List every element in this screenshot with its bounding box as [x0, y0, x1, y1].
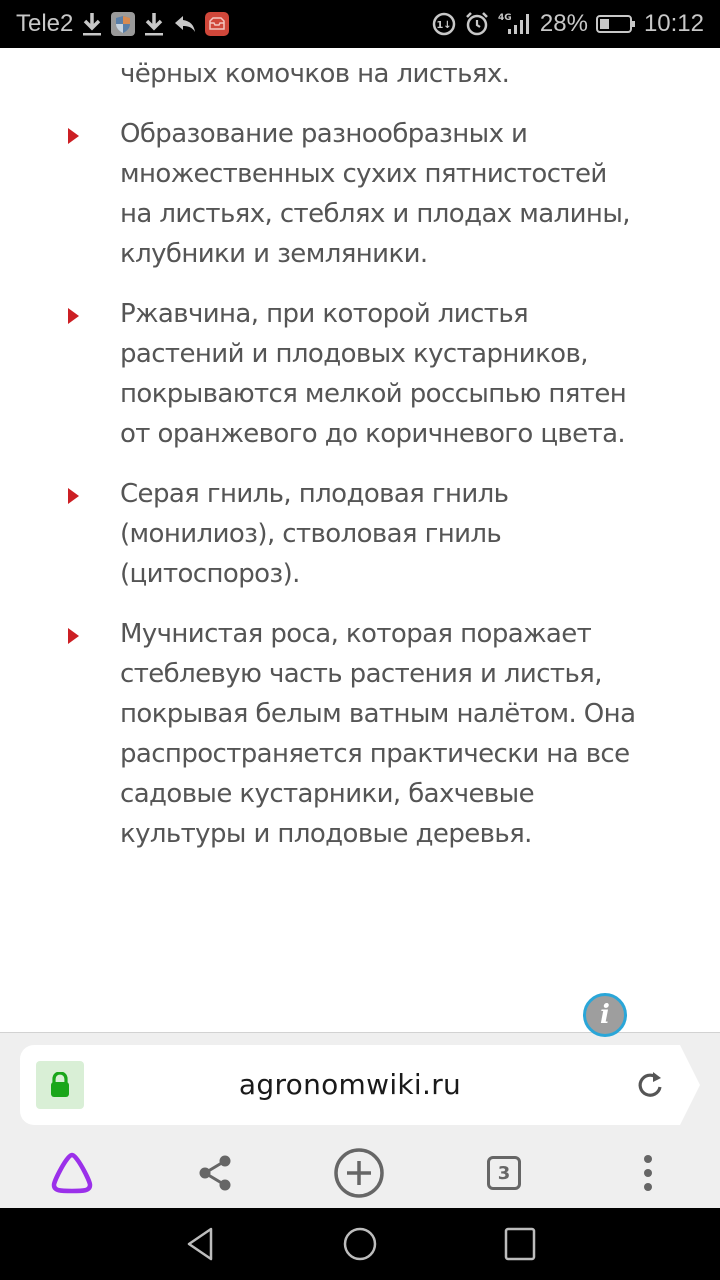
address-bar[interactable]	[20, 1045, 680, 1125]
bullet-triangle-icon	[68, 628, 79, 644]
svg-text:4G: 4G	[497, 13, 512, 23]
list-item	[120, 114, 640, 274]
reload-button[interactable]	[632, 1067, 668, 1103]
back-button[interactable]	[178, 1224, 222, 1264]
status-bar-left	[16, 10, 229, 38]
back-icon	[184, 1226, 216, 1262]
home-button[interactable]	[338, 1224, 382, 1264]
url-text[interactable]: agronomwiki.ru	[238, 1068, 462, 1101]
reply-icon	[173, 14, 197, 34]
lock-icon	[49, 1072, 71, 1098]
carrier-label: Tele2	[16, 10, 74, 37]
article-body	[0, 48, 720, 854]
alice-button[interactable]	[44, 1145, 100, 1201]
status-bar-right	[432, 10, 704, 38]
share-button[interactable]	[187, 1145, 243, 1201]
article-text-continuation	[120, 48, 640, 94]
list-item	[120, 614, 640, 854]
bullet-triangle-icon	[68, 128, 79, 144]
recents-icon	[504, 1227, 536, 1261]
home-icon	[342, 1226, 378, 1262]
system-navigation-bar	[0, 1208, 720, 1280]
alarm-icon	[464, 11, 490, 37]
web-content[interactable]	[0, 48, 720, 1032]
browser-toolbar	[0, 1133, 720, 1209]
battery-percent: 28%	[539, 10, 588, 37]
new-tab-icon	[332, 1146, 386, 1200]
status-bar	[0, 0, 720, 48]
browser-bottom-bar	[0, 1032, 720, 1208]
shield-app-icon	[111, 12, 135, 36]
menu-button[interactable]	[620, 1145, 676, 1201]
secure-connection-button[interactable]	[36, 1061, 84, 1109]
clock: 10:12	[643, 10, 704, 37]
svg-text:1↓: 1↓	[436, 20, 452, 31]
list-item-text: Серая гниль, плодовая гниль (монилиоз), стволовая гниль (цитоспороз).	[120, 479, 509, 589]
bullet-triangle-icon	[68, 308, 79, 324]
signal-4g-icon	[498, 11, 532, 37]
data-saver-icon	[432, 12, 456, 36]
alice-icon	[48, 1151, 96, 1195]
recents-button[interactable]	[498, 1224, 542, 1264]
info-icon[interactable]: i	[583, 993, 627, 1037]
download-icon	[81, 11, 103, 37]
bullet-triangle-icon	[68, 488, 79, 504]
list-item-text: Ржавчина, при которой листья растений и плодовых кустарников, покрываются мелкой россыпью пятен от оранжевого до коричневого цвета.	[120, 299, 627, 449]
share-icon	[195, 1153, 235, 1193]
list-item	[120, 474, 640, 594]
download-icon	[143, 11, 165, 37]
list-item	[120, 294, 640, 454]
mail-app-icon	[205, 12, 229, 36]
list-item-text: Образование разнообразных и множественных сухих пятнистостей на листьях, стеблях и плодах малины, клубники и земляники.	[120, 119, 630, 269]
tab-count-badge: 3	[487, 1156, 521, 1190]
tabs-button[interactable]	[476, 1145, 532, 1201]
new-tab-button[interactable]	[331, 1145, 387, 1201]
paragraph-tail: чёрных комочков на листьях.	[120, 59, 510, 89]
menu-icon	[642, 1153, 654, 1193]
reload-icon	[632, 1067, 668, 1103]
disease-list	[0, 114, 720, 854]
battery-icon	[596, 14, 636, 34]
list-item-text: Мучнистая роса, которая поражает стеблевую часть растения и листья, покрывая белым ватным налётом. Она распространяется практически на все садовые кустарники, бахчевые культуры и плодовые деревья.	[120, 619, 636, 849]
